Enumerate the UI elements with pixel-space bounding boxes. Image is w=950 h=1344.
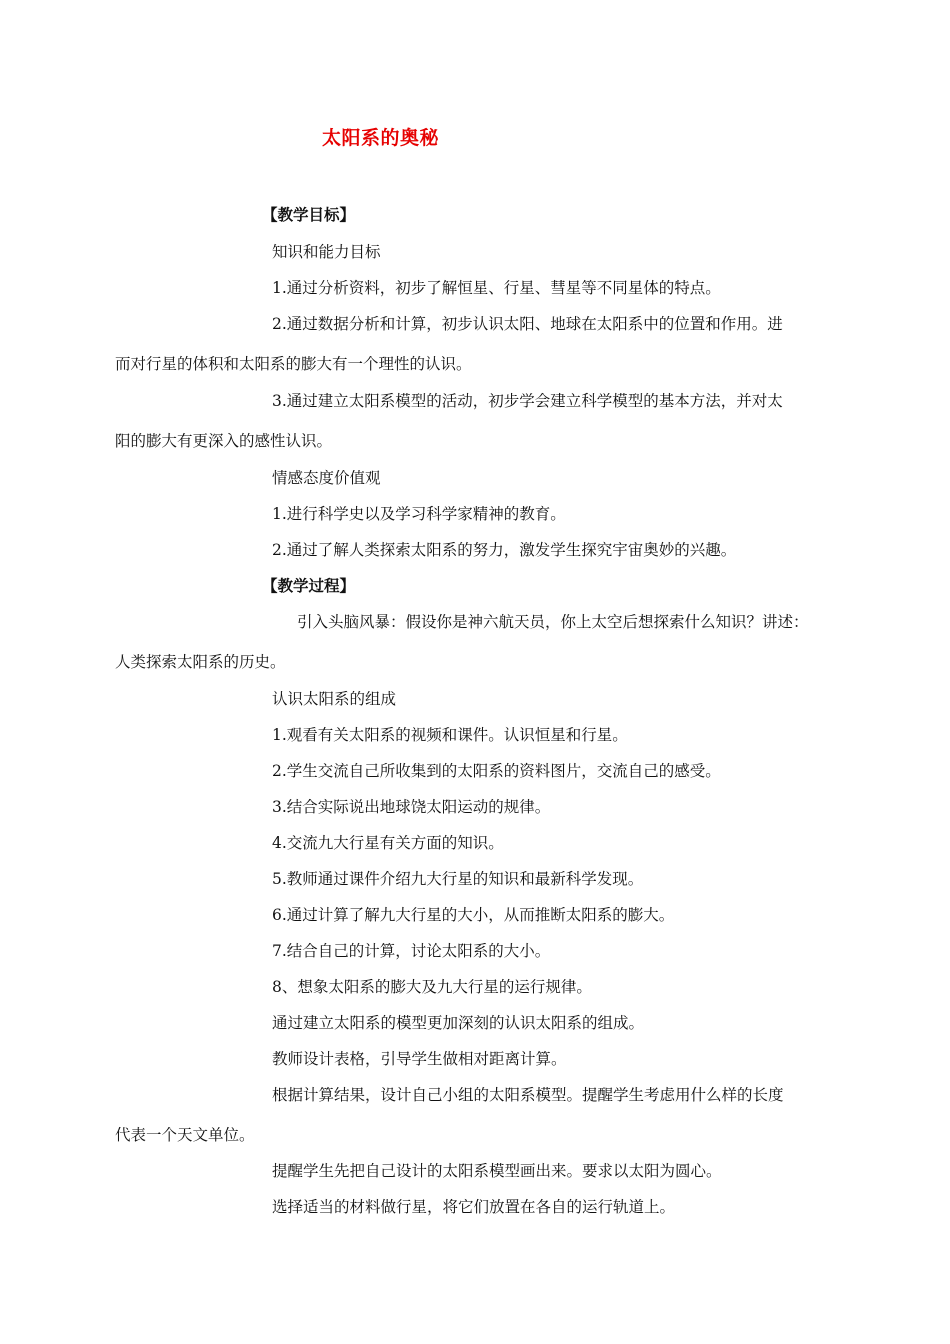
paragraph-draw: 提醒学生先把自己设计的太阳系模型画出来。要求以太阳为圆心。	[272, 1162, 722, 1180]
paragraph-table: 教师设计表格，引导学生做相对距离计算。	[272, 1050, 567, 1068]
step-item: 3.结合实际说出地球饶太阳运动的规律。	[272, 798, 551, 816]
document-title: 太阳系的奥秘	[322, 127, 440, 149]
step-item: 8、想象太阳系的膨大及九大行星的运行规律。	[272, 978, 592, 996]
paragraph-materials: 选择适当的材料做行星，将它们放置在各自的运行轨道上。	[272, 1198, 676, 1216]
goal-item-2-line-2: 而对行星的体积和太阳系的膨大有一个理性的认识。	[115, 355, 472, 373]
emotion-item-2: 2.通过了解人类探索太阳系的努力，激发学生探究宇宙奥妙的兴趣。	[272, 541, 737, 559]
section-heading-process: 【教学过程】	[262, 577, 356, 595]
paragraph-design-line-1: 根据计算结果，设计自己小组的太阳系模型。提醒学生考虑用什么样的长度	[272, 1086, 784, 1104]
subheading-knowledge: 知识和能力目标	[272, 243, 381, 261]
section-heading-goals: 【教学目标】	[262, 206, 356, 224]
goal-item-1: 1.通过分析资料，初步了解恒星、行星、彗星等不同星体的特点。	[272, 279, 721, 297]
paragraph-design-line-2: 代表一个天文单位。	[115, 1126, 255, 1144]
goal-item-2-line-1: 2.通过数据分析和计算，初步认识太阳、地球在太阳系中的位置和作用。进	[272, 315, 783, 333]
subheading-emotion: 情感态度价值观	[272, 469, 381, 487]
goal-item-3-line-2: 阳的膨大有更深入的感性认识。	[115, 432, 333, 450]
subheading-composition: 认识太阳系的组成	[272, 690, 397, 708]
emotion-item-1: 1.进行科学史以及学习科学家精神的教育。	[272, 505, 566, 523]
goal-item-3-line-1: 3.通过建立太阳系模型的活动，初步学会建立科学模型的基本方法，并对太	[272, 392, 783, 410]
step-item: 7.结合自己的计算，讨论太阳系的大小。	[272, 942, 551, 960]
step-item: 1.观看有关太阳系的视频和课件。认识恒星和行星。	[272, 726, 628, 744]
intro-line-1: 引入头脑风暴：假设你是神六航天员，你上太空后想探索什么知识？讲述：	[297, 613, 809, 631]
intro-line-2: 人类探索太阳系的历史。	[115, 653, 286, 671]
step-item: 5.教师通过课件介绍九大行星的知识和最新科学发现。	[272, 870, 644, 888]
step-item: 2.学生交流自己所收集到的太阳系的资料图片，交流自己的感受。	[272, 762, 721, 780]
step-item: 6.通过计算了解九大行星的大小，从而推断太阳系的膨大。	[272, 906, 675, 924]
paragraph-model: 通过建立太阳系的模型更加深刻的认识太阳系的组成。	[272, 1014, 645, 1032]
step-item: 4.交流九大行星有关方面的知识。	[272, 834, 504, 852]
